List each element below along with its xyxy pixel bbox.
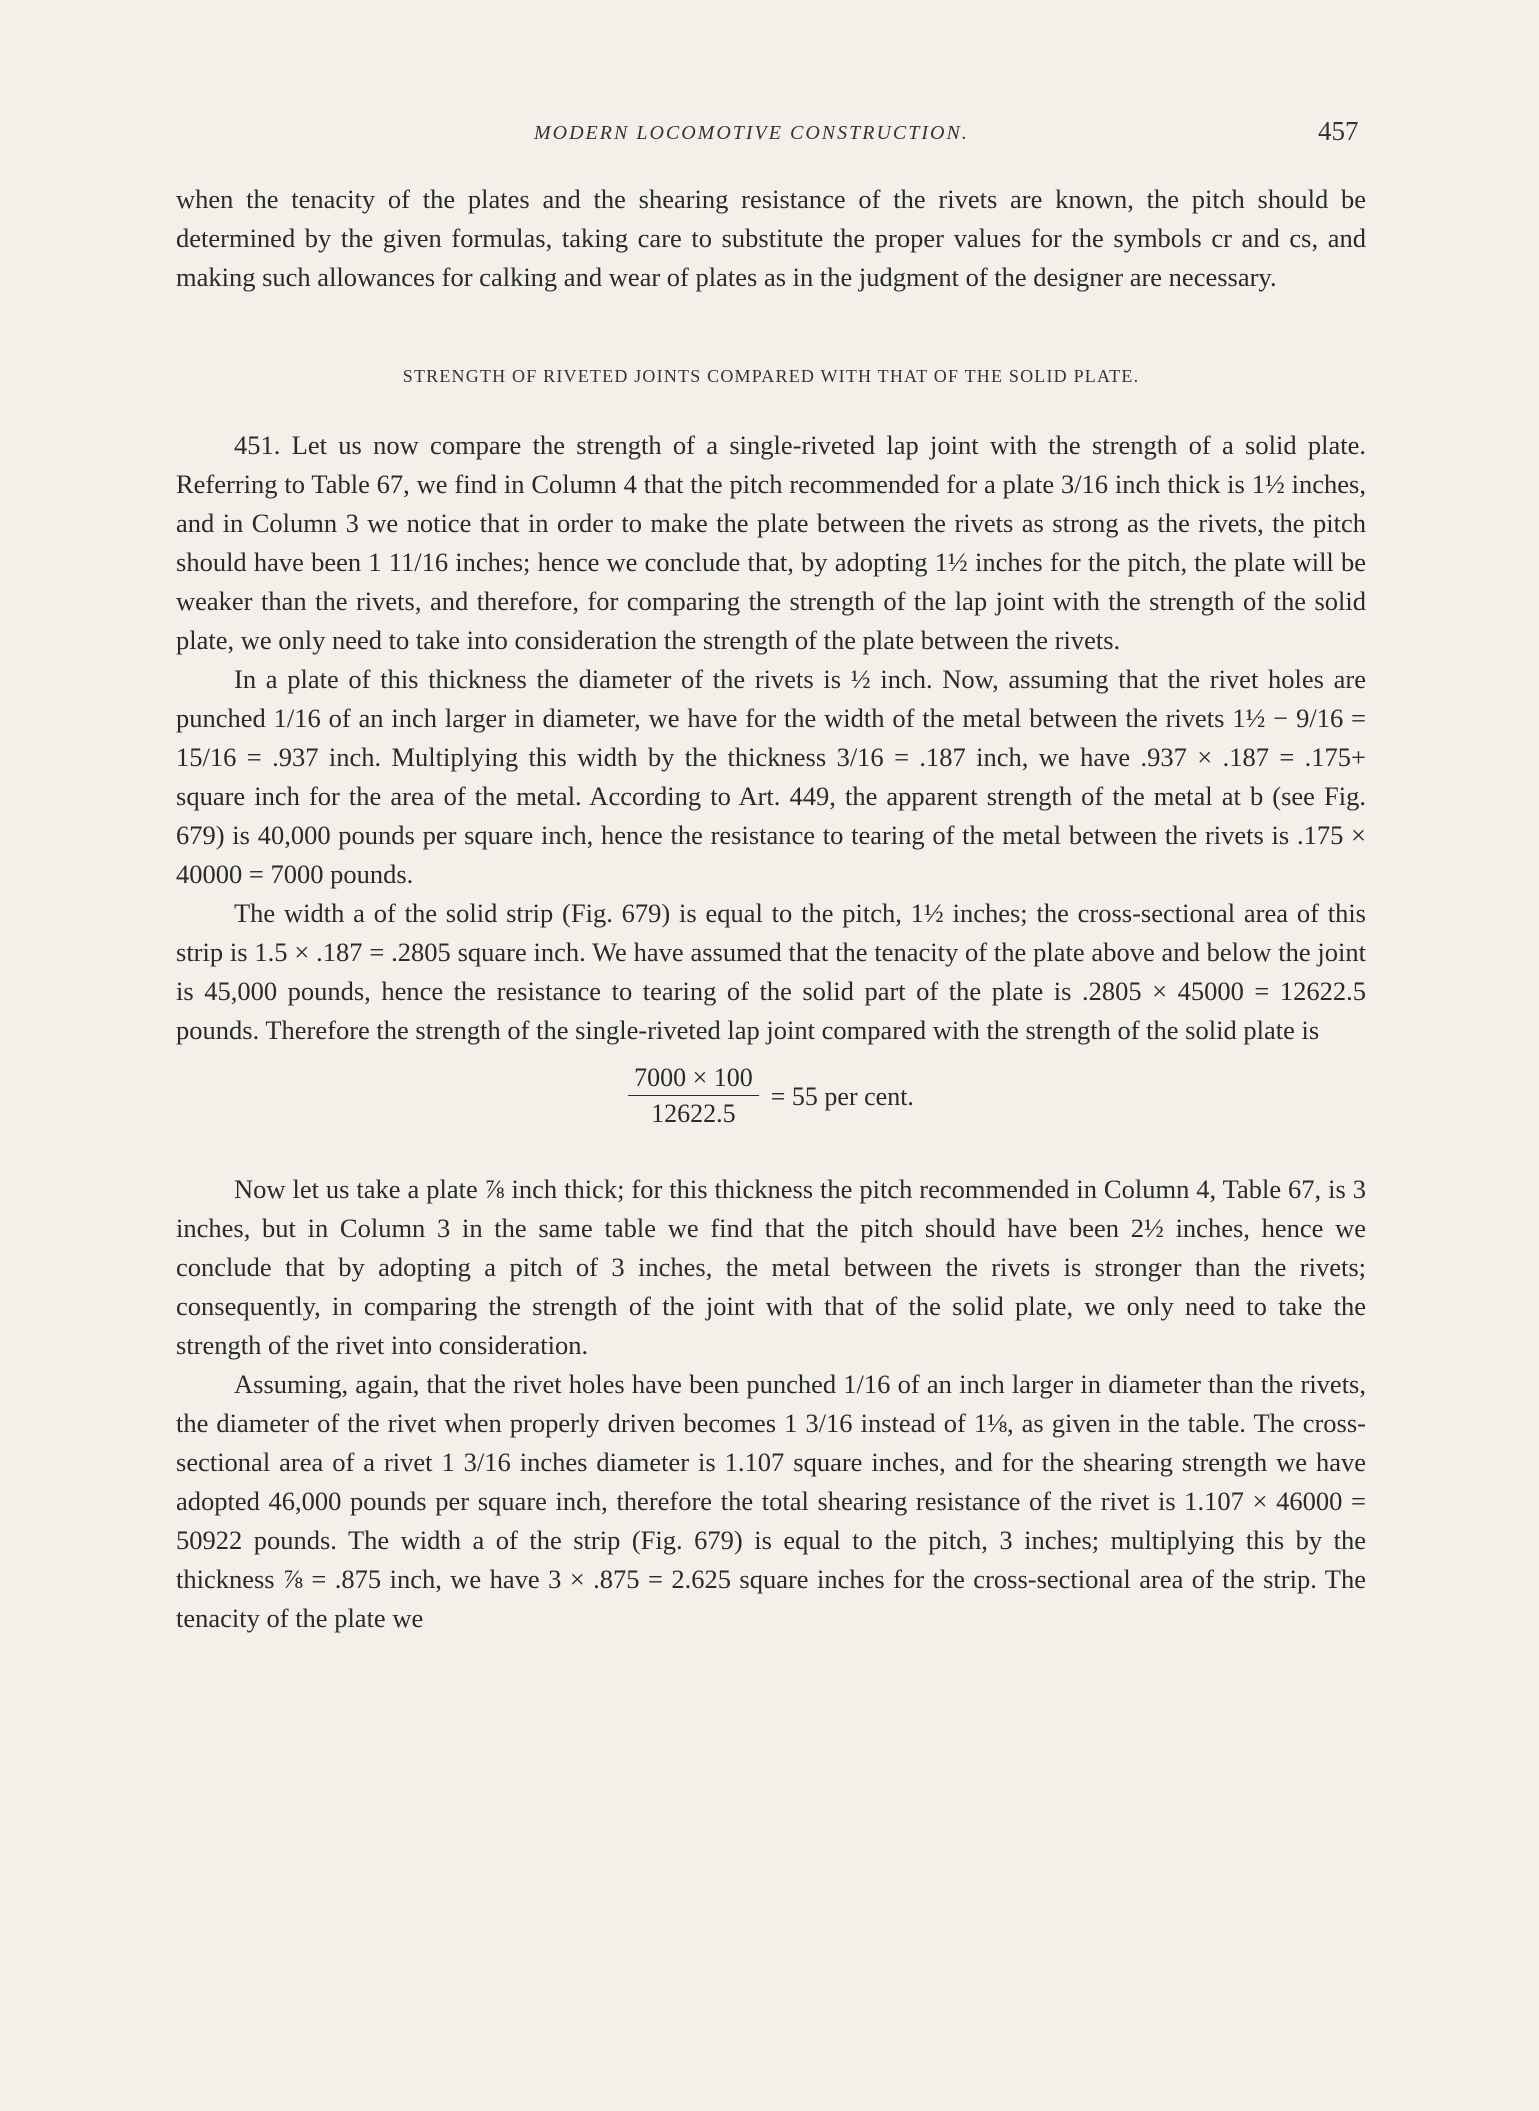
paragraph-assuming: Assuming, again, that the rivet holes have been punched 1/16 of an inch larger in diameter than the rivets, the diameter of the rivet when properly driven becomes 1 3/16 instead of 1⅛, as given in the table. The cross-sectional area of a rivet 1 3/16 inches diameter is 1.107 square inches, and for the shearing strength we have adopted 46,000 pounds per square inch, therefore the total shearing resistance of the rivet is 1.107 × 46000 = 50922 pounds. The width a of the strip (Fig. 679) is equal to the pitch, 3 inches; multiplying this by the thickness ⅞ = .875 inch, we have 3 × .875 = 2.625 square inches for the cross-sectional area of the strip. The tenacity of the plate we — [176, 1369, 1366, 1633]
paragraph-intro: when the tenacity of the plates and the shearing resistance of the rivets are known, the pitch should be determined by the given formulas, taking care to substitute the proper values for the symbols cr and cs, and making such allowances for calking and wear of plates as in the judgment of the designer are necessary. — [176, 184, 1366, 292]
paragraph-now: Now let us take a plate ⅞ inch thick; for this thickness the pitch recommended in Column 4, Table 67, is 3 inches, but in Column 3 in the same table we find that the pitch should have been 2½ inches, hence we conclude that by adopting a pitch of 3 inches, the metal between the rivets is stronger than the rivets; consequently, in comparing the strength of the joint with that of the solid plate, we only need to take the strength of the rivet into consideration. — [176, 1174, 1366, 1360]
paragraph-thickness: In a plate of this thickness the diameter of the rivets is ½ inch. Now, assuming that the rivet holes are punched 1/16 of an inch larger in diameter, we have for the width of the metal between the rivets 1½ − 9/16 = 15/16 = .937 inch. Multiplying this width by the thickness 3/16 = .187 inch, we have .937 × .187 = .175+ square inch for the area of the metal. According to Art. 449, the apparent strength of the metal at b (see Fig. 679) is 40,000 pounds per square inch, hence the resistance to tearing of the metal between the rivets is .175 × 40000 = 7000 pounds. — [176, 664, 1366, 889]
running-head — [0, 116, 1539, 162]
paragraph-451: 451. Let us now compare the strength of a single-riveted lap joint with the strength of a solid plate. Referring to Table 67, we find in Column 4 that the pitch recommended for a plate 3/16 inch thick is 1½ inches, and in Column 3 we notice that in order to make the plate between the rivets as strong as the rivets, the pitch should have been 1 11/16 inches; hence we conclude that, by adopting 1½ inches for the pitch, the plate will be weaker than the rivets, and therefore, for comparing the strength of the lap joint with the strength of the solid plate, we only need to take into consideration the strength of the plate between the rivets. — [176, 430, 1366, 655]
strength-equation — [176, 1060, 1366, 1132]
paragraph-width: The width a of the solid strip (Fig. 679) is equal to the pitch, 1½ inches; the cross-sectional area of this strip is 1.5 × .187 = .2805 square inch. We have assumed that the tenacity of the plate above and below the joint is 45,000 pounds, hence the resistance to tearing of the solid part of the plate is .2805 × 45000 = 12622.5 pounds. Therefore the strength of the single-riveted lap joint compared with the strength of the solid plate is — [176, 898, 1366, 1045]
page-number: 457 — [1318, 116, 1359, 146]
equation-result: = 55 per cent. — [770, 1081, 914, 1111]
equation-numerator: 7000 × 100 — [634, 1062, 753, 1092]
running-title: MODERN LOCOMOTIVE CONSTRUCTION. — [534, 122, 969, 144]
page-body — [176, 180, 1366, 1638]
equation-fraction — [628, 1061, 759, 1132]
equation-denominator: 12622.5 — [651, 1098, 736, 1128]
section-heading: STRENGTH OF RIVETED JOINTS COMPARED WITH THAT OF THE SOLID PLATE. — [402, 366, 1140, 386]
